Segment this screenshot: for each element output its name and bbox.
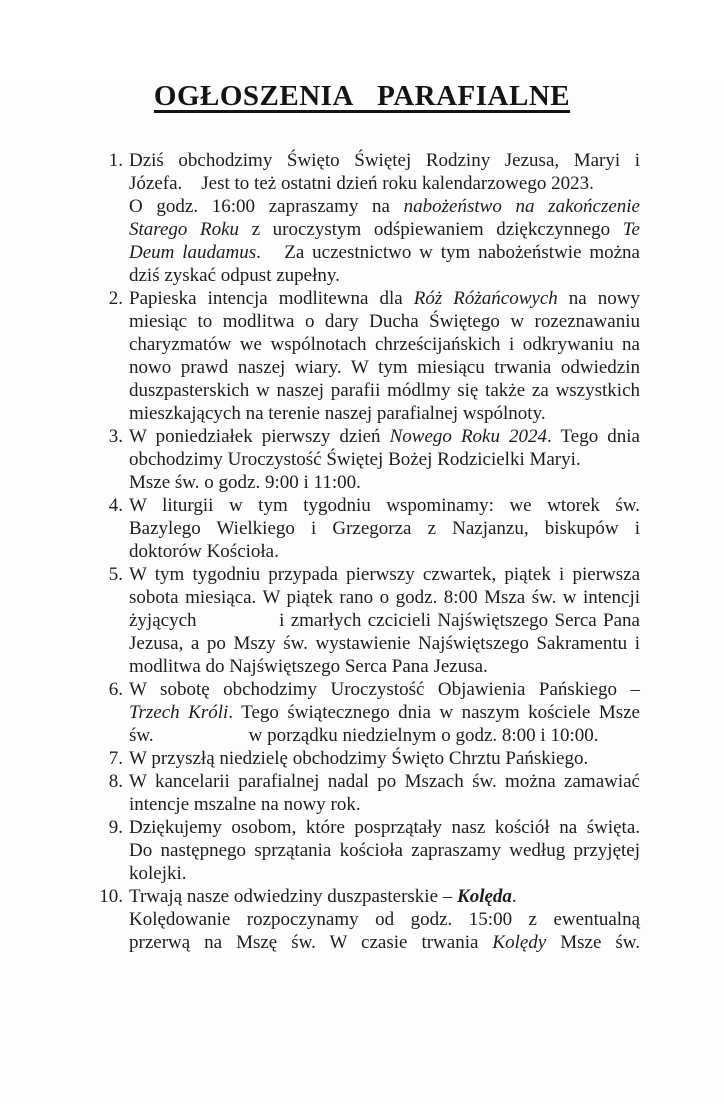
text-line xyxy=(129,655,640,678)
announcement-item xyxy=(108,149,640,287)
bold-italic-text-run: Kolęda xyxy=(457,886,512,907)
announcement-item xyxy=(108,816,640,885)
text-run: W przyszłą niedzielę obchodzimy Święto Chrztu Pańskiego. xyxy=(129,748,589,769)
item-number: 3. xyxy=(108,426,123,447)
item-number: 9. xyxy=(108,817,123,838)
text-line xyxy=(129,793,640,816)
text-line xyxy=(129,471,640,494)
text-run: przerwą na Mszę św. W czasie trwania xyxy=(129,932,493,953)
text-line xyxy=(129,862,640,885)
text-line xyxy=(129,908,640,931)
text-run: Bazylego Wielkiego i Grzegorza z Nazjanzu, biskupów i xyxy=(129,518,640,539)
text-run: intencje mszalne na nowy rok. xyxy=(129,794,361,815)
text-run: . Tego dnia xyxy=(547,426,640,447)
text-line xyxy=(129,701,640,724)
text-run: sobota miesiąca. W piątek rano o godz. 8:00 Msza św. w intencji xyxy=(129,587,640,608)
text-line xyxy=(129,356,640,379)
italic-text-run: Te xyxy=(622,219,640,240)
item-content xyxy=(129,678,640,747)
text-line xyxy=(129,724,640,747)
item-content xyxy=(129,287,640,425)
text-run: Msze św. xyxy=(546,932,640,953)
item-number: 6. xyxy=(108,679,123,700)
text-line xyxy=(129,517,640,540)
text-run: W tym tygodniu przypada pierwszy czwartek, piątek i pierwsza xyxy=(129,564,640,585)
announcement-item xyxy=(108,563,640,678)
italic-text-run: Róż Różańcowych xyxy=(413,288,558,309)
text-line xyxy=(129,747,640,770)
item-content xyxy=(129,425,640,494)
text-run: dziś zyskać odpust zupełny. xyxy=(129,265,340,286)
text-line xyxy=(129,333,640,356)
announcement-item xyxy=(108,425,640,494)
text-line xyxy=(129,816,640,839)
text-line xyxy=(129,885,640,908)
text-run: W kancelarii parafialnej nadal po Mszach św. można zamawiać xyxy=(129,771,640,792)
text-run: Trwają nasze odwiedziny duszpasterskie – xyxy=(129,886,458,907)
text-line xyxy=(129,172,640,195)
document-page xyxy=(0,80,724,1104)
announcement-item xyxy=(108,747,640,770)
text-run: nowo prawd naszej wiary. W tym miesiącu trwania odwiedzin xyxy=(129,357,640,378)
item-content xyxy=(129,770,640,816)
text-line xyxy=(129,425,640,448)
text-line xyxy=(129,287,640,310)
text-line xyxy=(129,494,640,517)
item-number: 10. xyxy=(99,886,123,907)
text-run: mieszkających na terenie naszej parafialnej wspólnoty. xyxy=(129,403,546,424)
text-run: . xyxy=(511,886,517,907)
text-line xyxy=(129,632,640,655)
text-run: Dziękujemy osobom, które posprzątały nasz kościół na święta. xyxy=(129,817,640,838)
text-run: . Za uczestnictwo w tym nabożeństwie można xyxy=(256,242,640,263)
item-content xyxy=(129,563,640,678)
text-run: obchodzimy Uroczystość Świętej Bożej Rodzicielki Maryi. xyxy=(129,449,581,470)
item-number: 8. xyxy=(108,771,123,792)
text-line xyxy=(129,839,640,862)
item-content xyxy=(129,816,640,885)
italic-text-run: Deum laudamus xyxy=(129,242,257,263)
announcement-item xyxy=(108,494,640,563)
text-line xyxy=(129,218,640,241)
text-run: Józefa. Jest to też ostatni dzień roku kalendarzowego 2023. xyxy=(129,173,594,194)
text-line xyxy=(129,563,640,586)
text-run: W poniedziałek pierwszy dzień xyxy=(129,426,390,447)
text-run: charyzmatów we wspólnotach chrześcijańskich i odkrywaniu na xyxy=(129,334,640,355)
italic-text-run: Starego Roku xyxy=(129,219,240,240)
text-run: . Tego świątecznego dnia w naszym kościele Msze xyxy=(228,702,640,723)
text-line xyxy=(129,149,640,172)
text-line xyxy=(129,264,640,287)
text-line xyxy=(129,195,640,218)
text-line xyxy=(129,609,640,632)
text-run: Msze św. o godz. 9:00 i 11:00. xyxy=(129,472,361,493)
text-run: na nowy xyxy=(557,288,640,309)
announcement-item xyxy=(99,885,640,954)
text-line xyxy=(129,586,640,609)
italic-text-run: Trzech Króli xyxy=(129,702,229,723)
text-run: W liturgii w tym tygodniu wspominamy: we wtorek św. xyxy=(129,495,640,516)
announcement-item xyxy=(108,678,640,747)
text-run: z uroczystym odśpiewaniem dziękczynnego xyxy=(239,219,623,240)
text-line xyxy=(129,310,640,333)
item-number: 7. xyxy=(108,748,123,769)
item-content xyxy=(129,885,640,954)
text-run: żyjących i zmarłych czcicieli Najświętszego Serca Pana xyxy=(129,610,640,631)
text-run: Do następnego sprzątania kościoła zapraszamy według przyjętej xyxy=(129,840,640,861)
text-line xyxy=(129,379,640,402)
text-line xyxy=(129,678,640,701)
text-line xyxy=(129,241,640,264)
item-number: 1. xyxy=(108,150,123,171)
text-run: miesiąc to modlitwa o dary Ducha Świętego w rozeznawaniu xyxy=(129,311,640,332)
text-line xyxy=(129,770,640,793)
item-content xyxy=(129,149,640,287)
announcement-item xyxy=(108,287,640,425)
text-run: Jezusa, a po Mszy św. wystawienie Najświętszego Sakramentu i xyxy=(129,633,640,654)
text-run: Kolędowanie rozpoczynamy od godz. 15:00 z ewentualną xyxy=(129,909,640,930)
announcements-list xyxy=(0,149,724,954)
italic-text-run: nabożeństwo na zakończenie xyxy=(403,196,640,217)
text-run: O godz. 16:00 zapraszamy na xyxy=(129,196,404,217)
italic-text-run: Kolędy xyxy=(492,932,547,953)
text-line xyxy=(129,540,640,563)
item-number: 2. xyxy=(108,288,123,309)
text-run: doktorów Kościoła. xyxy=(129,541,279,562)
text-line xyxy=(129,931,640,954)
page-title: OGŁOSZENIA PARAFIALNE xyxy=(153,80,571,112)
text-run: Dziś obchodzimy Święto Świętej Rodziny Jezusa, Maryi i xyxy=(129,150,640,171)
text-run: św. w porządku niedzielnym o godz. 8:00 i 10:00. xyxy=(129,725,599,746)
text-line xyxy=(129,448,640,471)
text-run: W sobotę obchodzimy Uroczystość Objawienia Pańskiego – xyxy=(129,679,640,700)
text-run: Papieska intencja modlitewna dla xyxy=(129,288,414,309)
item-number: 5. xyxy=(108,564,123,585)
item-content xyxy=(129,747,640,770)
item-number: 4. xyxy=(108,495,123,516)
item-content xyxy=(129,494,640,563)
italic-text-run: Nowego Roku 2024 xyxy=(389,426,548,447)
text-line xyxy=(129,402,640,425)
announcement-item xyxy=(108,770,640,816)
text-run: duszpasterskich w naszej parafii módlmy się także za wszystkich xyxy=(129,380,640,401)
text-run: kolejki. xyxy=(129,863,187,884)
text-run: modlitwa do Najświętszego Serca Pana Jezusa. xyxy=(129,656,488,677)
